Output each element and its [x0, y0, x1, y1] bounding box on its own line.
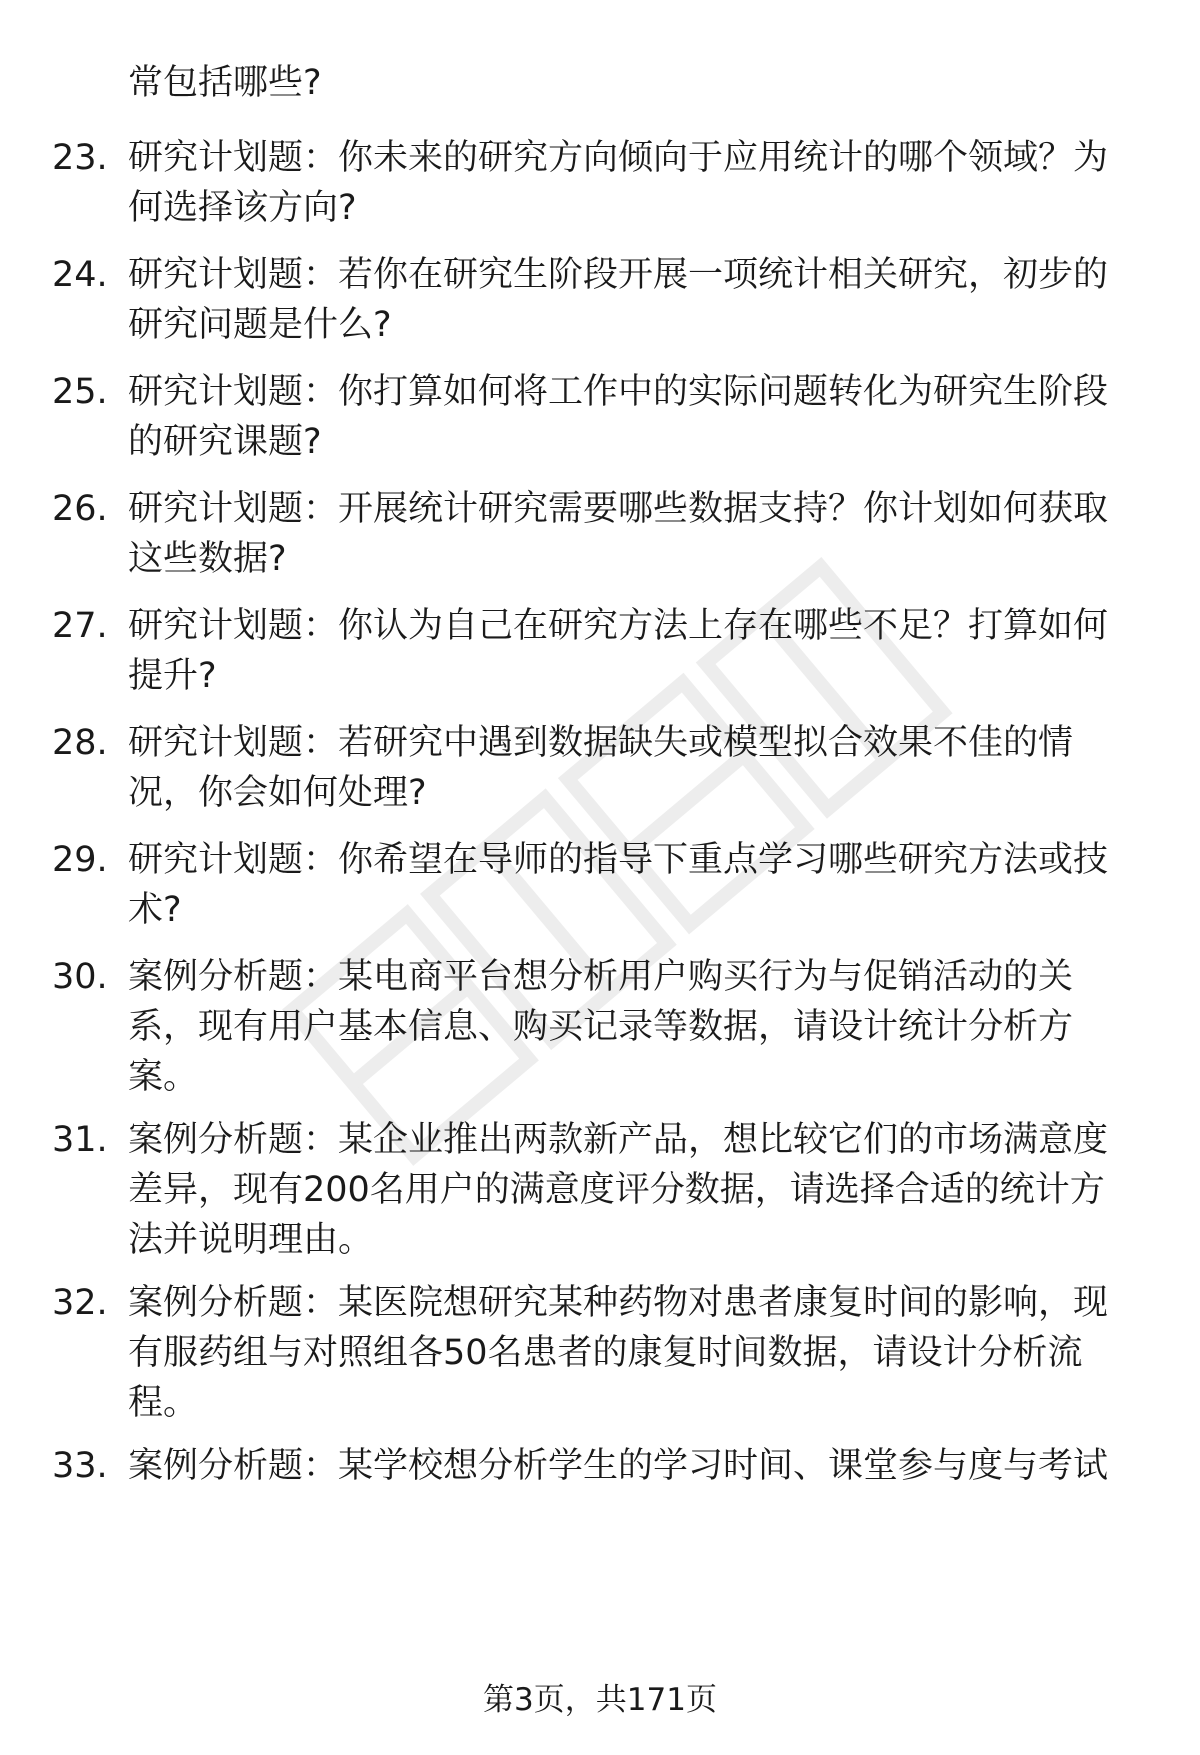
item-text: 研究计划题：你打算如何将工作中的实际问题转化为研究生阶段的研究课题? — [128, 372, 1109, 462]
list-item — [52, 952, 1138, 1102]
list-item — [52, 1278, 1138, 1428]
item-text: 案例分析题：某电商平台想分析用户购买行为与促销活动的关系，现有用户基本信息、购买记录等数据，请设计统计分析方案。 — [128, 957, 1074, 1097]
list-item — [52, 835, 1138, 935]
item-number: 26. — [52, 489, 108, 529]
item-number: 24. — [52, 255, 108, 295]
item-number: 32. — [52, 1283, 108, 1323]
item-text: 研究计划题：你未来的研究方向倾向于应用统计的哪个领域？为何选择该方向? — [128, 138, 1109, 228]
item-number: 28. — [52, 723, 108, 763]
page-footer: 第3页，共171页 — [483, 1682, 717, 1718]
list-item — [52, 484, 1138, 584]
item-number: 33. — [52, 1446, 108, 1486]
list-item — [52, 1441, 1138, 1491]
item-number: 27. — [52, 606, 108, 646]
continued-question-text: 常包括哪些? — [128, 63, 322, 103]
item-text: 研究计划题：若研究中遇到数据缺失或模型拟合效果不佳的情况，你会如何处理? — [128, 723, 1074, 813]
item-number: 31. — [52, 1120, 108, 1160]
item-text: 案例分析题：某学校想分析学生的学习时间、课堂参与度与考试 — [128, 1446, 1109, 1486]
item-text: 案例分析题：某企业推出两款新产品，想比较它们的市场满意度差异，现有200名用户的满意度评分数据，请选择合适的统计方法并说明理由。 — [128, 1120, 1109, 1260]
item-text: 研究计划题：你认为自己在研究方法上存在哪些不足？打算如何提升? — [128, 606, 1109, 696]
item-text: 研究计划题：你希望在导师的指导下重点学习哪些研究方法或技术? — [128, 840, 1109, 930]
item-number: 23. — [52, 138, 108, 178]
list-item — [52, 1115, 1138, 1265]
item-number: 25. — [52, 372, 108, 412]
item-text: 研究计划题：若你在研究生阶段开展一项统计相关研究，初步的研究问题是什么? — [128, 255, 1109, 345]
item-number: 30. — [52, 957, 108, 997]
list-item — [52, 250, 1138, 350]
list-item — [52, 601, 1138, 701]
list-item — [52, 133, 1138, 233]
item-text: 研究计划题：开展统计研究需要哪些数据支持？你计划如何获取这些数据? — [128, 489, 1109, 579]
list-item — [52, 718, 1138, 818]
item-number: 29. — [52, 840, 108, 880]
list-item — [52, 367, 1138, 467]
item-text: 案例分析题：某医院想研究某种药物对患者康复时间的影响，现有服药组与对照组各50名患者的康复时间数据，请设计分析流程。 — [128, 1283, 1109, 1423]
